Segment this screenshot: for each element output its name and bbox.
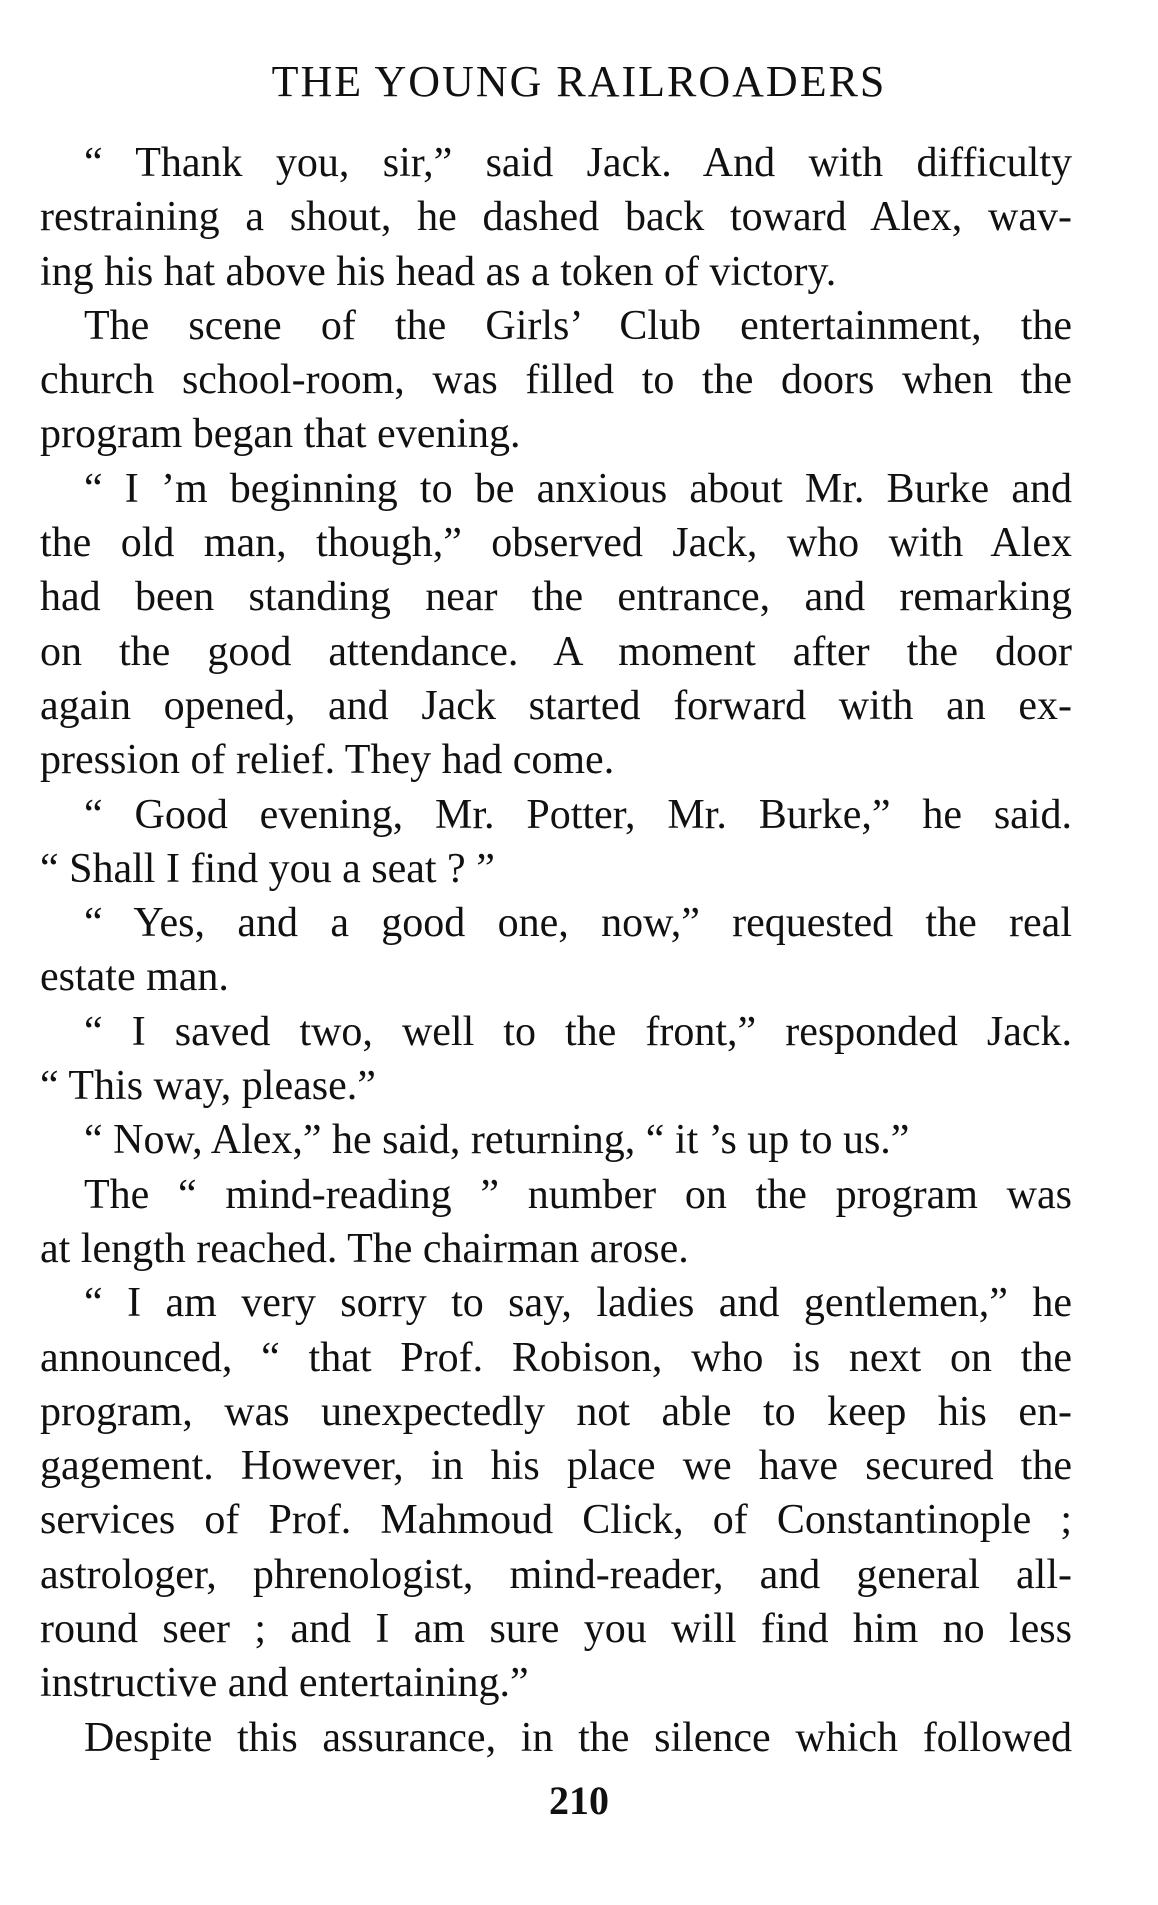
running-head: THE YOUNG RAILROADERS <box>271 57 887 106</box>
body-text <box>40 136 1072 1765</box>
text-line: again opened, and Jack started forward with an ex- <box>40 682 1072 729</box>
text-line: had been standing near the entrance, and remarking <box>40 574 1072 621</box>
text-line: pression of relief. They had come. <box>40 737 615 784</box>
text-line: “ Good evening, Mr. Potter, Mr. Burke,” he said. <box>84 791 1072 838</box>
text-line: ing his hat above his head as a token of victory. <box>40 248 837 295</box>
text-line: instructive and entertaining.” <box>40 1660 529 1707</box>
text-line: services of Prof. Mahmoud Click, of Constantinople ; <box>40 1497 1072 1544</box>
text-line: announced, “ that Prof. Robison, who is next on the <box>40 1334 1072 1381</box>
text-line: “ This way, please.” <box>40 1063 376 1110</box>
text-line: “ Shall I find you a seat ? ” <box>40 845 495 892</box>
text-line: on the good attendance. A moment after the door <box>40 628 1072 675</box>
text-line: church school-room, was filled to the doors when the <box>40 357 1072 404</box>
text-line: Despite this assurance, in the silence which followed <box>84 1714 1072 1761</box>
text-line: “ Yes, and a good one, now,” requested the real <box>84 900 1072 947</box>
text-line: estate man. <box>40 954 229 1001</box>
text-line: “ I ’m beginning to be anxious about Mr. Burke and <box>84 465 1072 512</box>
text-line: The “ mind-reading ” number on the program was <box>84 1171 1072 1218</box>
page-number: 210 <box>549 1778 609 1823</box>
text-line: “ I saved two, well to the front,” responded Jack. <box>84 1008 1072 1055</box>
text-line: “ Thank you, sir,” said Jack. And with difficulty <box>84 140 1072 186</box>
text-line: The scene of the Girls’ Club entertainment, the <box>84 302 1072 349</box>
text-line: program began that evening. <box>40 411 521 458</box>
text-line: the old man, though,” observed Jack, who with Alex <box>40 520 1072 567</box>
text-line: program, was unexpectedly not able to keep his en- <box>40 1388 1072 1435</box>
text-line: at length reached. The chairman arose. <box>40 1225 689 1272</box>
text-line: gagement. However, in his place we have secured the <box>40 1443 1072 1490</box>
text-line: “ I am very sorry to say, ladies and gentlemen,” he <box>84 1280 1072 1327</box>
text-line: astrologer, phrenologist, mind-reader, and general all- <box>40 1551 1072 1598</box>
text-line: restraining a shout, he dashed back toward Alex, wav- <box>40 194 1072 241</box>
text-line: round seer ; and I am sure you will find him no less <box>40 1606 1072 1653</box>
text-line: “ Now, Alex,” he said, returning, “ it ’s up to us.” <box>84 1117 910 1164</box>
